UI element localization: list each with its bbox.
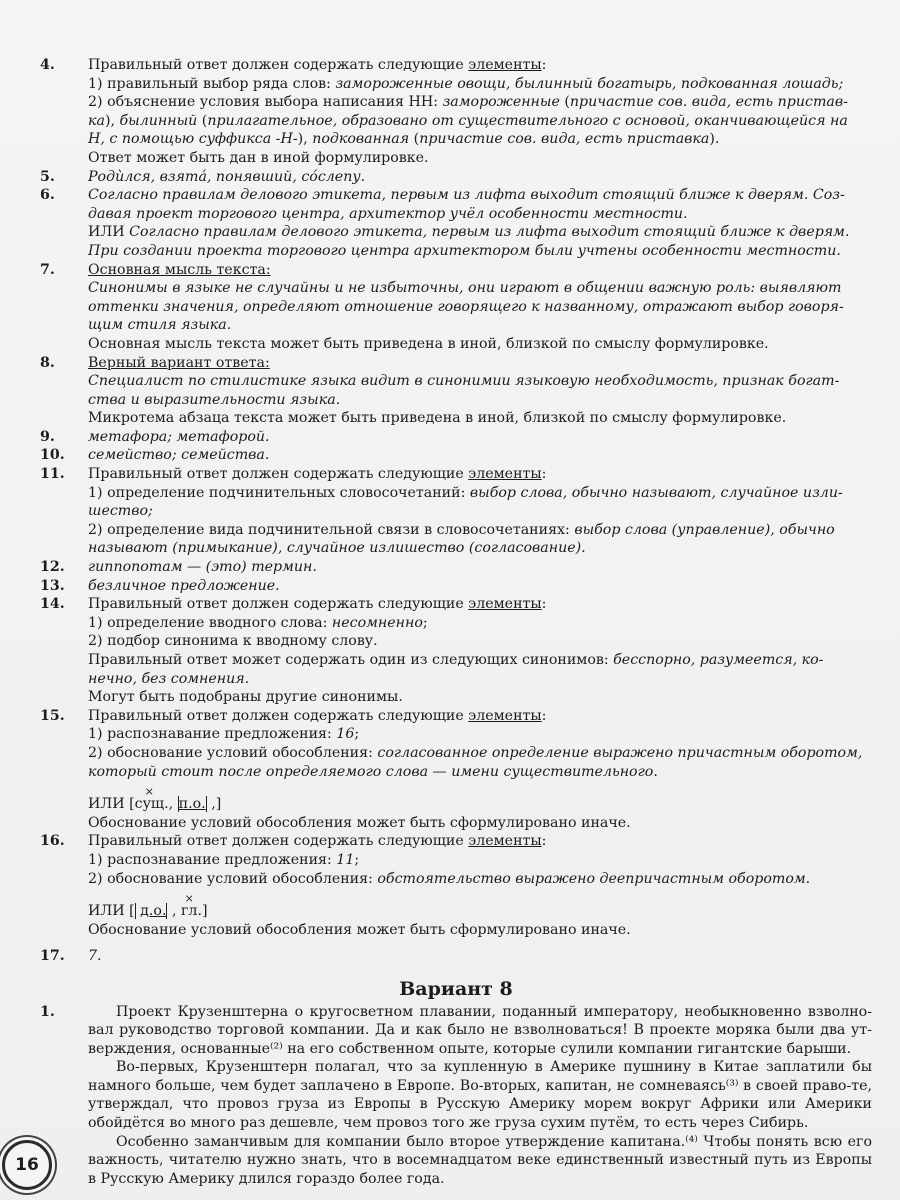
syntax-scheme: ИЛИ [ д.о. , × гл.] [88,902,872,921]
answer-item-16: 16. Правильный ответ должен содержать следующие элементы: 1) распознавание предложения: 11; 2) обоснование условий обособления: обстоятельство выражено деепричастным оборотом. ИЛИ [ д.о. , × гл.] Обоснование условий обособления может быть сформулировано иначе. [40,832,872,939]
item-number: 1. [40,1003,55,1020]
item-number: 8. [40,354,55,371]
item-number: 13. [40,577,65,594]
answer-item-9 [40,428,872,447]
answer-item-11: 11. Правильный ответ должен содержать следующие элементы: 1) определение подчинительных словосочетаний: выбор слова, обычно называют, случайное изли- шество; 2) определение вида подчинительной связи в словосочетаниях: выбор слова (управление), обычно называют (примыкание), случайное излишество (согласование). [40,466,843,557]
item-number: 5. [40,168,55,185]
paragraph-2: Во-первых, Крузенштерн полагал, что за купленную в Америке пушнину в Китае заплатили бы намного больше, чем будет заплачено в Европе. Во-вторых, капитан, не сомневаясь⁽³⁾ в своей право-те, утверждал, что провоз груза из Европы в Русскую Америку морем вокруг Африки или Америки обойдётся во много раз дешевле, чем провоз того же груза сухим путём, то есть через Сибирь. [88,1059,872,1132]
answer-item-12 [40,558,872,577]
answer-item-7: 7. Основная мысль текста: Синонимы в языке не случайны и не избыточны, они играют в общении важную роль: выявляют оттенки значения, определяют отношение говорящего к названному, отражают выбор говоря- щим стиля языка. Основная мысль текста может быть приведена в иной, близкой по смыслу формулировке. [40,261,844,352]
item-number: 12. [40,559,65,576]
answer-item-8: 8. Верный вариант ответа: Специалист по стилистике языка видит в синонимии языковую необходимость, признак богат- ства и выразительности языка. Микротема абзаца текста может быть приведена в иной, близкой по смыслу формулировке. [40,354,840,427]
answer-text: Родѝлся, взятá, понявший, сóслепу. [88,168,366,185]
answer-text: гиппопотам — (это) термин. [88,559,317,576]
answer-item-5 [40,168,872,187]
item-number: 14. [40,596,65,613]
item-number: 7. [40,261,55,278]
answer-text: безличное предложение. [88,577,280,594]
paragraph-1: Проект Крузенштерна о кругосветном плавании, поданный императору, необыкновенно взволно-вал руководство торговой компании. Да и как было не взволноваться! В проекте моряка были два ут-верждения, основанные⁽²⁾ на его собственном опыте, которые сулили компании гигантские барыши. [88,1003,872,1057]
item-number: 17. [40,948,65,965]
item-number: 6. [40,187,55,204]
item-number: 15. [40,707,65,724]
variant-text [40,1003,872,1189]
answer-item-17 [40,947,872,966]
answer-item-6: 6. Согласно правилам делового этикета, первым из лифта выходит стоящий ближе к дверям. Соз- давая проект торгового центра, архитектор учёл особенности местности. ИЛИ Согласно правилам делового этикета, первым из лифта выходит стоящий ближе к дверям. При создании проекта торгового центра архитектором были учтены особенности местности. [40,187,850,259]
answer-item-13 [40,577,872,596]
answer-item-15: 15. Правильный ответ должен содержать следующие элементы: 1) распознавание предложения: 16; 2) обоснование условий обособления: согласованное определение выражено причастным оборотом, который стоит после определяемого слова — имени существительного. ИЛИ [× сущ., п.о. ,] Обоснование условий обособления может быть сформулировано иначе. [40,707,872,833]
answer-content [40,56,872,1188]
answer-text: семейство; семейства. [88,447,270,464]
answer-item-10 [40,446,872,465]
variant-title: Вариант 8 [399,977,513,1000]
syntax-scheme: ИЛИ [× сущ., п.о. ,] [88,795,872,814]
item-number: 10. [40,447,65,464]
item-number: 16. [40,833,65,850]
item-number: 4. [40,57,55,73]
item-number: 9. [40,428,55,445]
answer-text: 7. [88,948,102,965]
page-number: 16 [2,1140,52,1190]
answer-item-4: 4. Правильный ответ должен содержать следующие элементы: 1) правильный выбор ряда слов: замороженные овощи, былинный богатырь, подкованная лошадь; 2) объяснение условия выбора написания НН: замороженные (причастие сов. вида, есть пристав- ка), былинный (прилагательное, образовано от существительного с основой, оканчивающейся на Н, с помощью суффикса -Н-), подкованная (причастие сов. вида, есть приставка). Ответ может быть дан в иной формулировке. [40,57,848,166]
item-number: 11. [40,466,65,483]
paragraph-3: Особенно заманчивым для компании было второе утверждение капитана.⁽⁴⁾ Чтобы понять всю его важность, читателю нужно знать, что в восемнадцатом веке единственный известный путь из Европы в Русскую Америку длился гораздо более года. [88,1133,872,1187]
answer-item-14: 14. Правильный ответ должен содержать следующие элементы: 1) определение вводного слова: несомненно; 2) подбор синонима к вводному слову. Правильный ответ может содержать один из следующих синонимов: бесспорно, разумеется, ко- нечно, без сомнения. Могут быть подобраны другие синонимы. [40,596,824,706]
answer-text: метафора; метафорой. [88,428,270,445]
